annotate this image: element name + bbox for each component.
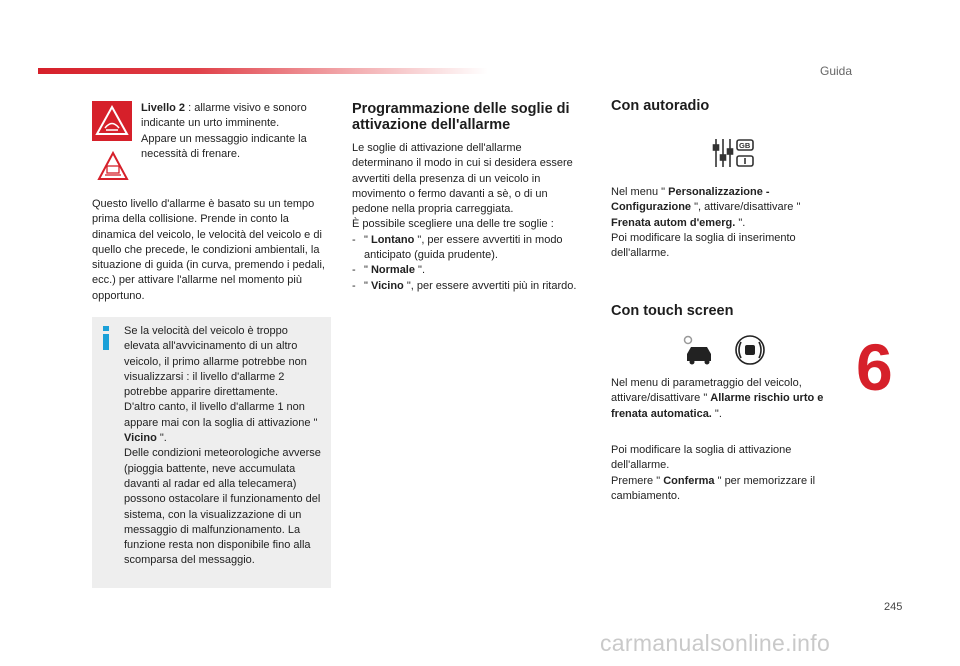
level2-desc2: Appare un messaggio indicante la necessità di frenare. xyxy=(141,132,307,160)
page-number: 245 xyxy=(884,601,903,613)
settings-sliders-icon xyxy=(712,137,756,174)
threshold-intro: Le soglie di attivazione dell'allarme determinano il modo in cui si desidera essere avvertiti della presenza di un veicolo in movimento o fermo davanti a sè, o di un pedone nella propria carreggiata. xyxy=(352,142,573,216)
alert-triangle-icon xyxy=(97,150,129,182)
threshold-choose: È possibile scegliere una delle tre soglie : xyxy=(352,218,554,231)
level2-block xyxy=(141,101,331,162)
touch-title: Con touch screen xyxy=(611,303,734,319)
header-color-bar xyxy=(38,68,488,74)
autoradio-text-2: Poi modificare la soglia di inserimento dell'allarme. xyxy=(611,232,796,260)
autoradio-title: Con autoradio xyxy=(611,98,710,114)
vehicle-settings-icon xyxy=(682,334,716,371)
collision-warning-icon xyxy=(92,101,132,141)
level2-desc: Livello 2 : allarme visivo e sonoro indicante un urto imminente. xyxy=(141,102,307,130)
note-text-3: Delle condizioni meteorologiche avverse (pioggia battente, neve accumulata davanti al radar ed alla telecamera) possono ostacolare il funzionamento del sistema, con la visualizzazione di un messaggio di malfunzionamento. La funzione resta non disponibile fino alla scomparsa del messaggio. xyxy=(124,447,321,567)
option-normale: - " Normale ". xyxy=(352,263,584,278)
level2-label: Livello 2 xyxy=(141,102,186,114)
option-lontano: - " Lontano ", per essere avvertiti in modo anticipato (guida prudente). xyxy=(352,233,584,264)
gb-label: GB xyxy=(739,141,751,150)
touch-text: Nel menu di parametraggio del veicolo, attivare/disattivare " Allarme rischio urto e frenata automatica. ". xyxy=(611,377,824,420)
note-text-2: D'altro canto, il livello d'allarme 1 non appare mai con la soglia di attivazione " Vicino ". xyxy=(124,401,318,445)
touch-text-2: Poi modificare la soglia di attivazione dell'allarme. xyxy=(611,444,792,472)
chapter-number: 6 xyxy=(856,330,893,404)
info-icon xyxy=(101,326,111,355)
option-vicino: - " Vicino ", per essere avvertiti più in ritardo. xyxy=(352,279,584,294)
info-note xyxy=(92,317,331,588)
watermark: carmanualsonline.info xyxy=(600,630,831,656)
touch-text-2-block xyxy=(611,443,836,504)
threshold-options xyxy=(352,233,584,294)
touch-text-3: Premere " Conferma " per memorizzare il cambiamento. xyxy=(611,474,816,502)
level-paragraph: Questo livello d'allarme è basato su un tempo prima della collisione. Prende in conto la dinamica del veicolo, le velocità del veicolo e di quello che precede, le condizioni ambientali, la situazione di guida (in curva, premendo i pedali, ecc.) per attivare l'allarme nel momento più opportuno. xyxy=(92,198,325,302)
threshold-section xyxy=(352,101,584,294)
collision-alert-circle-icon xyxy=(733,334,767,371)
autoradio-text: Nel menu " Personalizzazione - Configurazione ", attivare/disattivare " Frenata autom d'emerg. ". xyxy=(611,186,801,229)
note-text-1: Se la velocità del veicolo è troppo elevata all'avvicinamento di un altro veicolo, il primo allarme potrebbe non visualizzarsi : il livello d'allarme 2 potrebbe apparire direttamente. xyxy=(124,325,307,399)
section-title: Guida xyxy=(820,64,853,78)
threshold-title: Programmazione delle soglie di attivazione dell'allarme xyxy=(352,101,570,133)
